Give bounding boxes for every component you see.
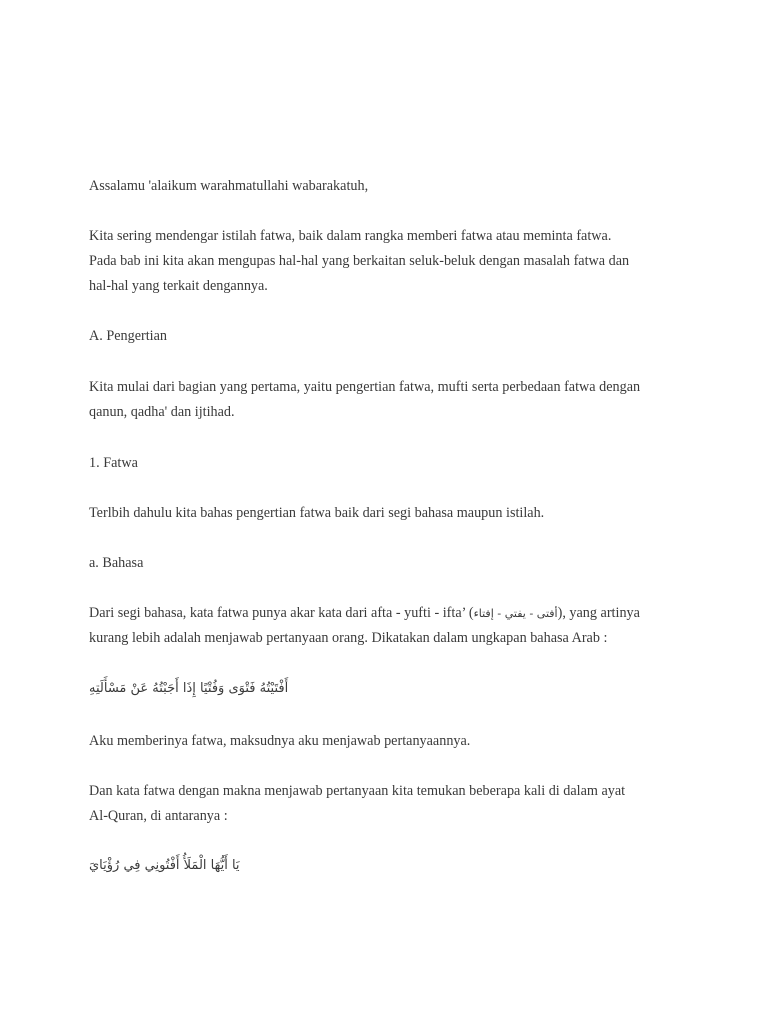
- heading-fatwa: 1. Fatwa: [89, 455, 138, 471]
- translation-1: Aku memberinya fatwa, maksudnya aku menjawab pertanyaannya.: [89, 733, 471, 749]
- intro-line-3: hal-hal yang terkait dengannya.: [89, 278, 268, 294]
- heading-bahasa: a. Bahasa: [89, 555, 144, 571]
- arabic-phrase-2: يَا أَيُّهَا الْمَلَأُ أَفْتُونِي فِي رُؤْيَايَ: [89, 858, 240, 873]
- bahasa-line-1-before: Dari segi bahasa, kata fatwa punya akar kata dari afta - yufti - ifta’ (: [89, 605, 474, 621]
- bahasa-line-1: [89, 603, 640, 624]
- quran-intro-line-2: Al-Quran, di antaranya :: [89, 808, 228, 824]
- intro-line-1: Kita sering mendengar istilah fatwa, baik dalam rangka memberi fatwa atau meminta fatwa.: [89, 228, 612, 244]
- arabic-root-words: أفتى - يفتي - إفتاء: [473, 607, 558, 620]
- quran-intro-line-1: Dan kata fatwa dengan makna menjawab pertanyaan kita temukan beberapa kali di dalam ayat: [89, 783, 626, 799]
- heading-pengertian: A. Pengertian: [89, 328, 168, 344]
- section-a-line-2: qanun, qadha' dan ijtihad.: [89, 404, 235, 420]
- intro-line-2: Pada bab ini kita akan mengupas hal-hal yang berkaitan seluk-beluk dengan masalah fatwa dan: [89, 253, 630, 269]
- arabic-phrase-1: أَفْتَيْتُهُ فَتْوَى وَفُتْيًا إِذَا أَجَبْتُهُ عَنْ مَسْأَلَتِهِ: [89, 681, 289, 696]
- fatwa-intro: Terlbih dahulu kita bahas pengertian fatwa baik dari segi bahasa maupun istilah.: [89, 505, 545, 521]
- bahasa-line-1-after: ), yang artinya: [557, 605, 640, 621]
- greeting: Assalamu 'alaikum warahmatullahi wabarakatuh,: [89, 178, 369, 194]
- section-a-line-1: Kita mulai dari bagian yang pertama, yaitu pengertian fatwa, mufti serta perbedaan fatwa dengan: [89, 379, 641, 395]
- bahasa-line-2: kurang lebih adalah menjawab pertanyaan orang. Dikatakan dalam ungkapan bahasa Arab :: [89, 630, 608, 646]
